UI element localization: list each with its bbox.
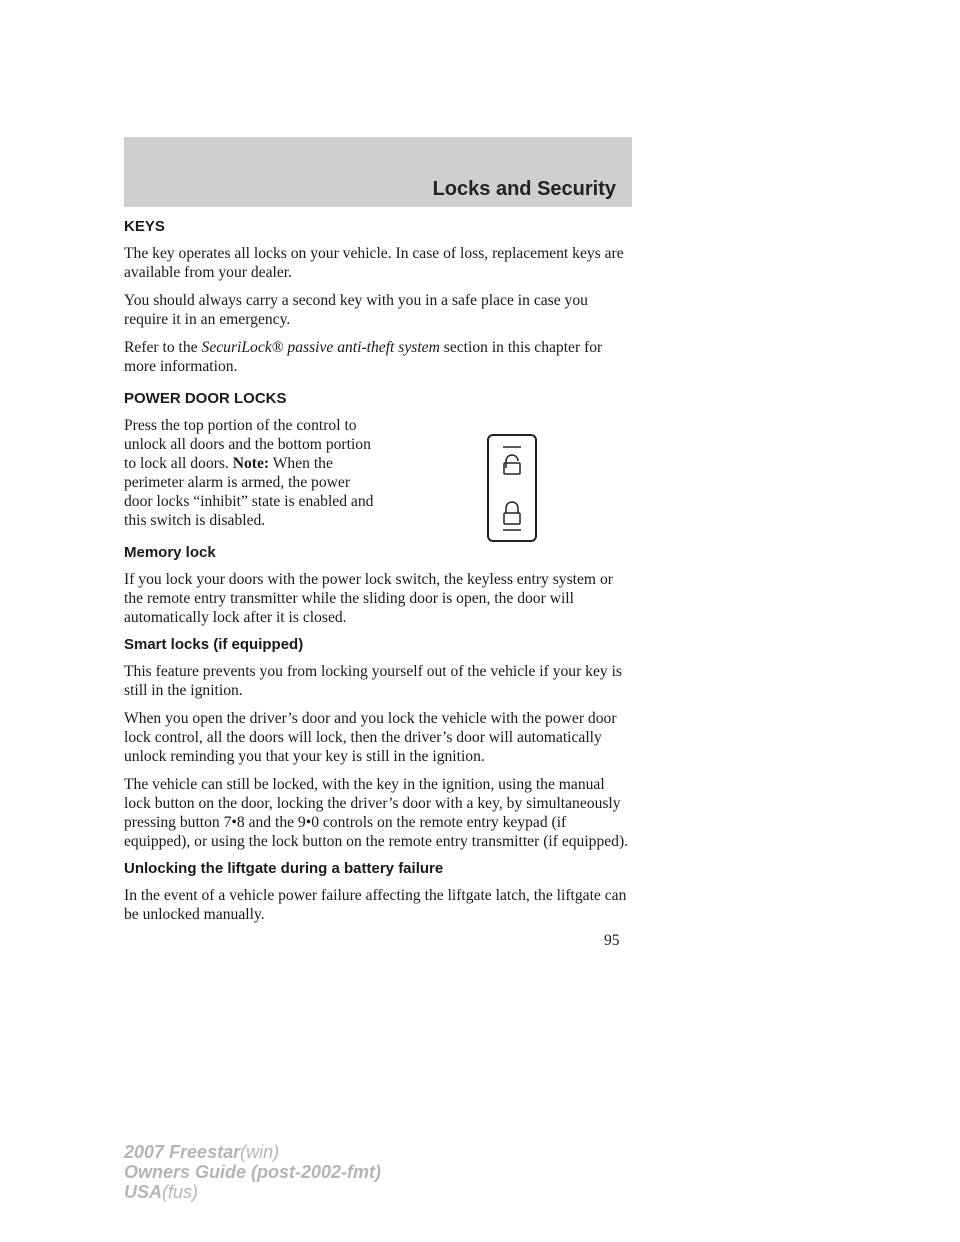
pdl-text-suffix: When the perimeter alarm is armed, the power door locks “inhibit” state is enabled and this switch is disabled. xyxy=(124,455,374,529)
footer-guide: Owners Guide (post-2002-fmt) xyxy=(124,1162,382,1182)
footer-market: USA xyxy=(124,1182,163,1202)
keys-paragraph-1: The key operates all locks on your vehicle. In case of loss, replacement keys are available from your dealer. xyxy=(124,245,624,281)
liftgate-heading: Unlocking the liftgate during a battery failure xyxy=(124,860,444,877)
lock-symbols-icon xyxy=(489,436,535,540)
pdl-text-prefix: Press the top portion of the control to unlock all doors and the bottom portion to lock all doors. xyxy=(124,417,371,472)
securilock-reference: SecuriLock® passive anti-theft system xyxy=(201,339,440,356)
section-header-band xyxy=(124,137,632,207)
smart-locks-heading: Smart locks (if equipped) xyxy=(124,636,304,653)
smart-locks-paragraph-3: The vehicle can still be locked, with the key in the ignition, using the manual lock button on the door, locking the driver’s door with a key, by simultaneously pressing button 7•8 and the 9•0 controls on the remote entry keypad (if equipped), or using the lock button on the remote entry transmitter (if equipped). xyxy=(124,776,629,850)
keys-paragraph-3 xyxy=(124,338,634,376)
memory-lock-heading: Memory lock xyxy=(124,544,216,561)
power-door-locks-section xyxy=(124,416,634,530)
keys-paragraph-2: You should always carry a second key with you in a safe place in case you require it in an emergency. xyxy=(124,292,588,328)
footer-model-code: (win) xyxy=(240,1142,280,1162)
document-footer xyxy=(124,1142,381,1202)
power-door-locks-heading: POWER DOOR LOCKS xyxy=(124,390,287,407)
page-content xyxy=(124,218,634,933)
keys-p3-prefix: Refer to the xyxy=(124,339,202,356)
power-door-locks-text xyxy=(124,416,382,530)
power-door-lock-switch-icon xyxy=(487,434,537,542)
footer-model: 2007 Freestar xyxy=(124,1142,241,1162)
keys-heading: KEYS xyxy=(124,218,165,235)
section-title: Locks and Security xyxy=(432,178,616,200)
liftgate-paragraph: In the event of a vehicle power failure affecting the liftgate latch, the liftgate can be unlocked manually. xyxy=(124,887,627,923)
footer-market-code: (fus) xyxy=(162,1182,199,1202)
memory-lock-paragraph: If you lock your doors with the power lock switch, the keyless entry system or the remote entry transmitter while the sliding door is open, the door will automatically lock after it is closed. xyxy=(124,571,613,626)
smart-locks-paragraph-1: This feature prevents you from locking yourself out of the vehicle if your key is still in the ignition. xyxy=(124,663,622,699)
page-number: 95 xyxy=(604,932,620,949)
pdl-note-label: Note: xyxy=(232,455,270,472)
smart-locks-paragraph-2: When you open the driver’s door and you lock the vehicle with the power door lock control, all the doors will lock, then the driver’s door will automatically unlock reminding you that your key is still in the ignition. xyxy=(124,710,617,765)
keys-p3-suffix: section in this chapter for more information. xyxy=(124,339,603,375)
